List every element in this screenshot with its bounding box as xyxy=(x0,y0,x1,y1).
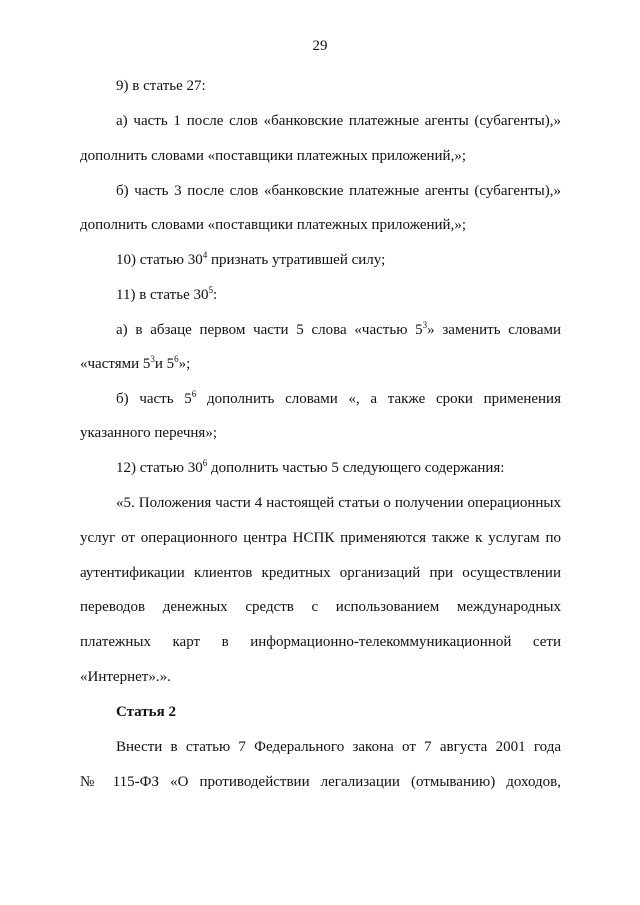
text-fragment: дополнить словами «, а также сроки применения xyxy=(196,391,561,407)
text-line: платежных карт в информационно-телекоммуникационной сети xyxy=(80,634,561,650)
text-fragment: 11) в статье 30 xyxy=(116,287,209,303)
text-fragment: а) в абзаце первом части 5 слова «частью 5 xyxy=(116,322,423,338)
superscript: 5 xyxy=(208,285,213,295)
text-line: указанного перечня»; xyxy=(80,425,217,441)
text-line: переводов денежных средств с использованием международных xyxy=(80,599,561,615)
text-fragment: дополнить частью 5 следующего содержания: xyxy=(207,460,505,476)
superscript: 3 xyxy=(150,354,155,364)
superscript: 6 xyxy=(174,354,179,364)
text-line xyxy=(116,286,561,304)
text-line: дополнить словами «поставщики платежных приложений,»; xyxy=(80,217,466,233)
superscript: 4 xyxy=(202,250,208,260)
text-line: а) часть 1 после слов «банковские платежные агенты (субагенты),» xyxy=(116,113,561,129)
text-line xyxy=(116,321,561,339)
text-line: 9) в статье 27: xyxy=(116,78,206,94)
text-line: услуг от операционного центра НСПК применяются также к услугам по xyxy=(80,530,561,546)
text-line xyxy=(116,390,561,408)
text-line: «Интернет».». xyxy=(80,669,171,685)
text-line: Внести в статью 7 Федерального закона от 7 августа 2001 года xyxy=(116,739,561,755)
superscript: 6 xyxy=(191,389,197,399)
text-fragment: и 5 xyxy=(154,356,175,372)
text-line: дополнить словами «поставщики платежных приложений,»; xyxy=(80,148,466,164)
text-line xyxy=(80,355,561,373)
page-number: 29 xyxy=(312,38,328,54)
text-fragment: признать утратившей силу; xyxy=(207,252,386,268)
text-fragment: »; xyxy=(178,356,191,372)
superscript: 3 xyxy=(422,320,428,330)
article-heading: Статья 2 xyxy=(116,704,176,720)
text-fragment: 12) статью 30 xyxy=(116,460,203,476)
text-line xyxy=(116,459,561,477)
text-fragment: б) часть 5 xyxy=(116,391,192,407)
text-fragment: : xyxy=(213,287,218,303)
text-line: б) часть 3 после слов «банковские платежные агенты (субагенты),» xyxy=(116,183,561,199)
text-fragment: » заменить словами xyxy=(427,322,561,338)
text-fragment: 10) статью 30 xyxy=(116,252,203,268)
text-line: «5. Положения части 4 настоящей статьи о получении операционных xyxy=(116,495,561,511)
text-line: аутентификации клиентов кредитных организаций при осуществлении xyxy=(80,565,561,581)
text-line xyxy=(116,251,561,269)
text-fragment: «частями 5 xyxy=(80,356,151,372)
text-line: № 115-ФЗ «О противодействии легализации (отмыванию) доходов, xyxy=(80,774,561,790)
superscript: 6 xyxy=(202,458,208,468)
